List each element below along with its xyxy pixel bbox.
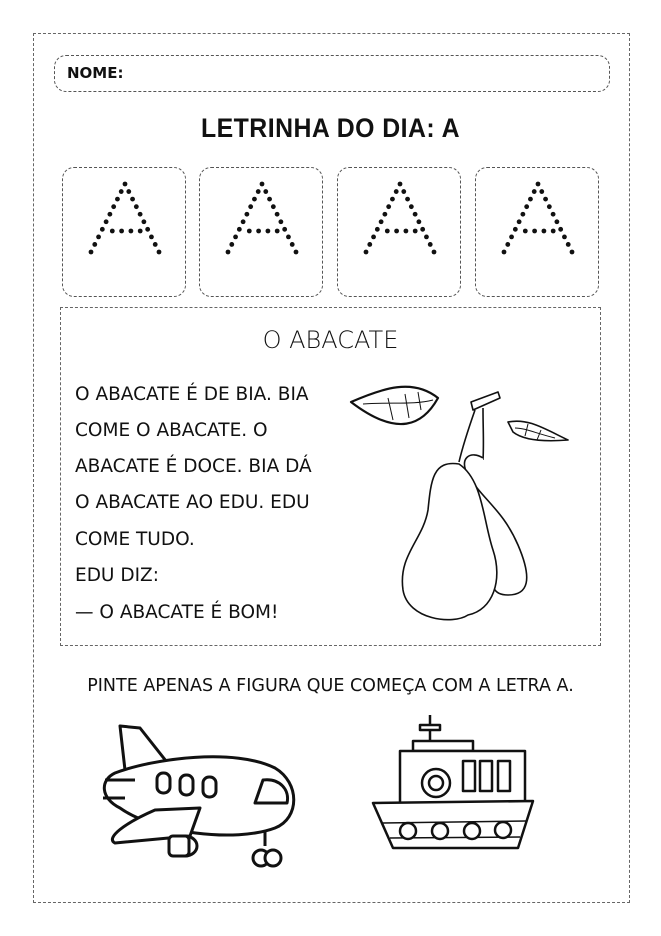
trace-dot (134, 204, 139, 209)
trace-dot (523, 229, 528, 234)
trace-dot (405, 197, 410, 202)
tracing-box-4[interactable] (475, 167, 599, 297)
trace-dot (382, 212, 387, 217)
trace-dot (129, 229, 134, 234)
trace-dot (558, 227, 563, 232)
trace-dot (145, 227, 150, 232)
name-field[interactable] (54, 55, 610, 92)
trace-dot (282, 227, 287, 232)
trace-dot (119, 189, 124, 194)
trace-dot (428, 242, 433, 247)
trace-dot (528, 197, 533, 202)
trace-dot (110, 229, 115, 234)
trace-dot (107, 212, 112, 217)
trace-dot (390, 197, 395, 202)
trace-dot (379, 219, 384, 224)
trace-dot (290, 242, 295, 247)
trace-dot (375, 227, 380, 232)
trace-dot (92, 242, 97, 247)
trace-dot (532, 189, 537, 194)
trace-dot (157, 250, 162, 255)
trace-dot (115, 197, 120, 202)
trace-dot (404, 229, 409, 234)
trace-dot (294, 250, 299, 255)
instruction-text: PINTE APENAS A FIGURA QUE COMEÇA COM A LETRA A. (87, 676, 574, 696)
trace-dot (149, 234, 154, 239)
trace-dot (562, 234, 567, 239)
trace-dot (413, 229, 418, 234)
dotted-letter-a (338, 168, 462, 298)
trace-dot (256, 189, 261, 194)
trace-dot (89, 250, 94, 255)
name-label: NOME: (67, 64, 124, 82)
trace-dot (416, 219, 421, 224)
trace-dot (385, 229, 390, 234)
trace-dot (520, 212, 525, 217)
trace-dot (260, 182, 265, 187)
trace-dot (104, 219, 109, 224)
story-line: ABACATE É DOCE. BIA DÁ (75, 456, 312, 477)
trace-dot (551, 229, 556, 234)
trace-dot (271, 204, 276, 209)
trace-dot (398, 182, 403, 187)
trace-dot (371, 234, 376, 239)
trace-dot (364, 250, 369, 255)
trace-dot (539, 189, 544, 194)
trace-dot (409, 204, 414, 209)
trace-dot (267, 197, 272, 202)
trace-dot (241, 219, 246, 224)
trace-dot (126, 189, 131, 194)
trace-dot (275, 212, 280, 217)
trace-dot (111, 204, 116, 209)
airplane-illustration[interactable] (95, 718, 305, 878)
dotted-letter-a (476, 168, 600, 298)
trace-dot (424, 234, 429, 239)
trace-dot (100, 227, 105, 232)
trace-dot (237, 227, 242, 232)
trace-dot (566, 242, 571, 247)
trace-dot (252, 197, 257, 202)
tracing-box-3[interactable] (337, 167, 461, 297)
trace-dot (386, 204, 391, 209)
trace-dot (513, 227, 518, 232)
trace-dot (153, 242, 158, 247)
trace-dot (505, 242, 510, 247)
trace-dot (266, 229, 271, 234)
trace-dot (138, 212, 143, 217)
trace-dot (138, 229, 143, 234)
story-line: EDU DIZ: (75, 565, 159, 586)
tracing-box-2[interactable] (199, 167, 323, 297)
trace-dot (394, 229, 399, 234)
trace-dot (551, 212, 556, 217)
trace-dot (532, 229, 537, 234)
story-line: — O ABACATE É BOM! (75, 602, 279, 623)
trace-dot (248, 204, 253, 209)
page-title: LETRINHA DO DIA: A (201, 113, 460, 143)
trace-dot (547, 204, 552, 209)
trace-dot (233, 234, 238, 239)
story-line: O ABACATE AO EDU. EDU (75, 492, 310, 513)
trace-dot (256, 229, 261, 234)
trace-dot (130, 197, 135, 202)
trace-dot (413, 212, 418, 217)
trace-dot (401, 189, 406, 194)
trace-dot (509, 234, 514, 239)
trace-dot (432, 250, 437, 255)
trace-dot (394, 189, 399, 194)
trace-dot (543, 197, 548, 202)
trace-dot (141, 219, 146, 224)
trace-dot (275, 229, 280, 234)
boat-illustration[interactable] (368, 713, 538, 863)
trace-dot (570, 250, 575, 255)
trace-dot (420, 227, 425, 232)
trace-dot (542, 229, 547, 234)
dotted-letter-a (200, 168, 324, 298)
story-box (60, 307, 601, 646)
trace-dot (367, 242, 372, 247)
dotted-letter-a (63, 168, 187, 298)
tracing-box-1[interactable] (62, 167, 186, 297)
story-line: COME O ABACATE. O (75, 420, 268, 441)
trace-dot (226, 250, 231, 255)
trace-dot (517, 219, 522, 224)
trace-dot (524, 204, 529, 209)
trace-dot (536, 182, 541, 187)
trace-dot (123, 182, 128, 187)
trace-dot (244, 212, 249, 217)
story-line: O ABACATE É DE BIA. BIA (75, 384, 309, 405)
trace-dot (286, 234, 291, 239)
trace-dot (229, 242, 234, 247)
trace-dot (263, 189, 268, 194)
trace-dot (119, 229, 124, 234)
trace-dot (554, 219, 559, 224)
trace-dot (247, 229, 252, 234)
trace-dot (278, 219, 283, 224)
avocado-illustration (343, 380, 593, 630)
trace-dot (96, 234, 101, 239)
story-line: COME TUDO. (75, 529, 195, 550)
story-title: O ABACATE (262, 326, 399, 354)
trace-dot (502, 250, 507, 255)
